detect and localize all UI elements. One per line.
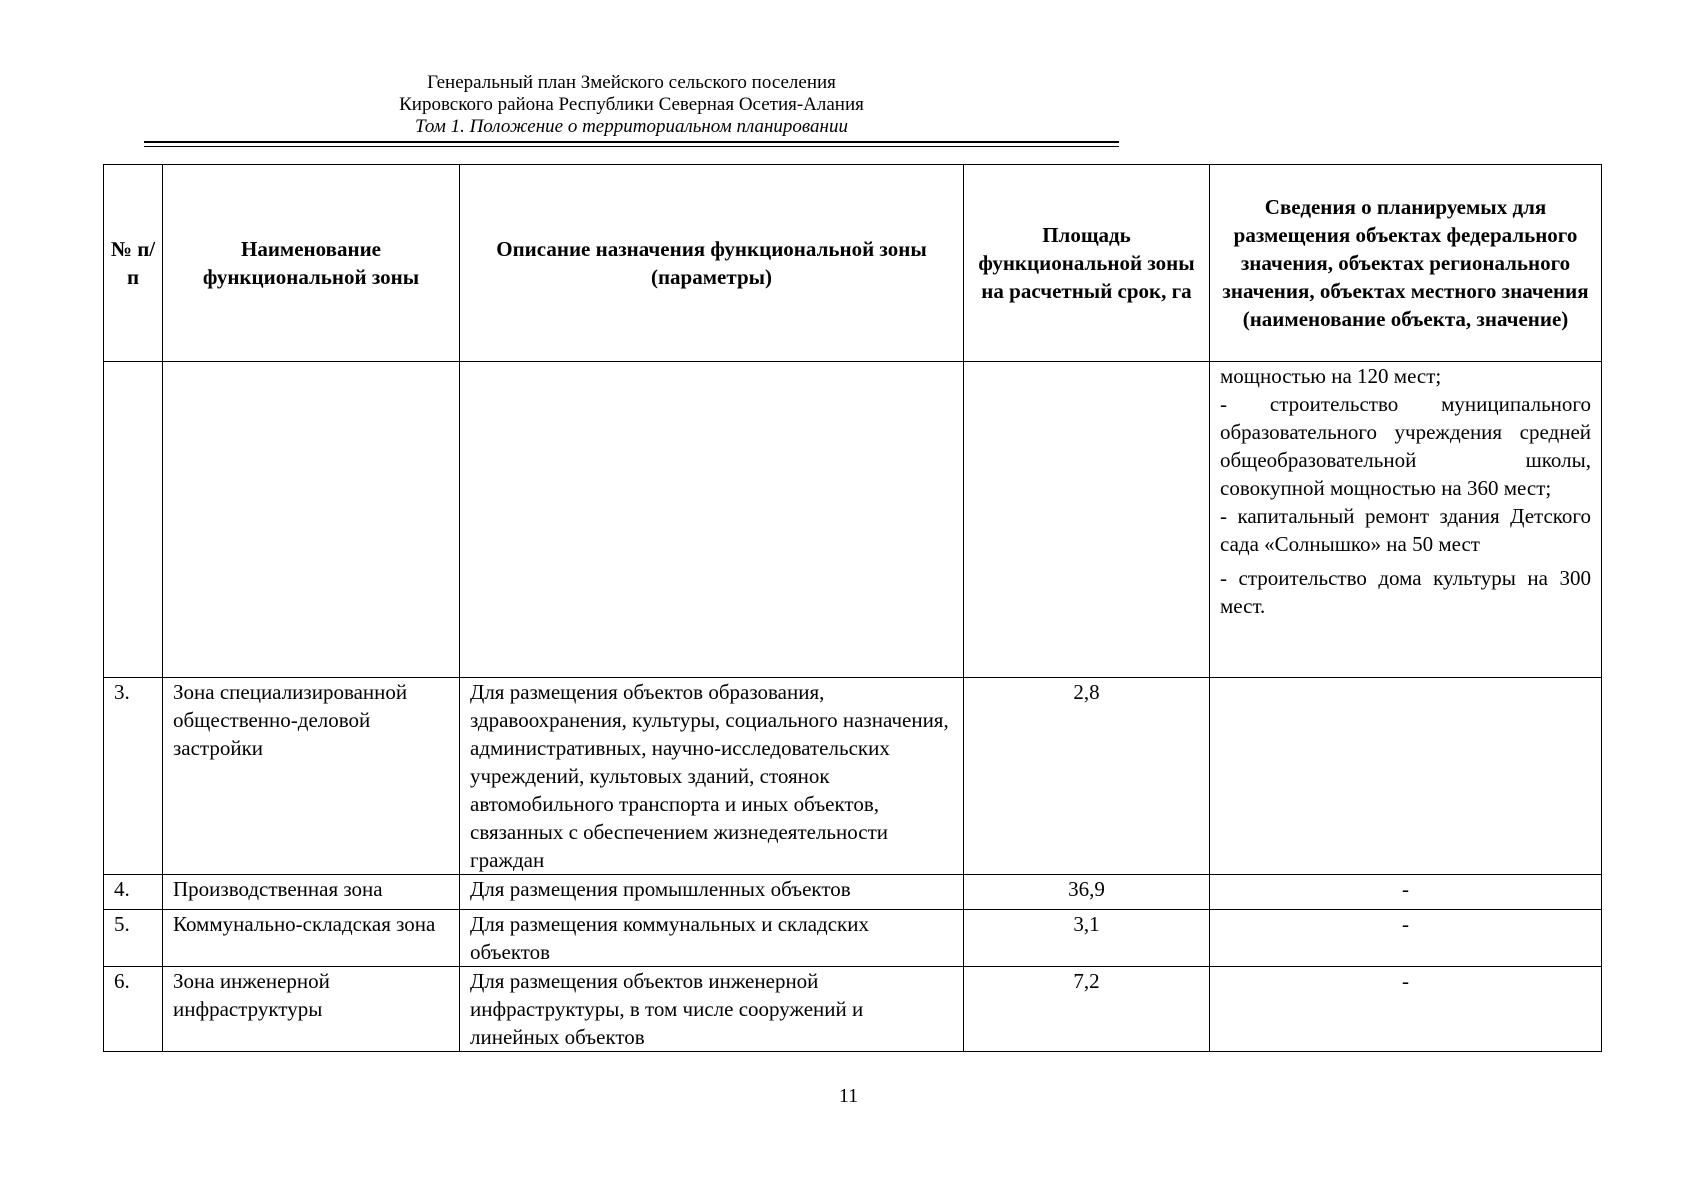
- header-rule-thick: [144, 141, 1119, 143]
- objects-line: - капитальный ремонт здания Детского сада «Солнышко» на 50 мест: [1220, 504, 1591, 556]
- document-header: [144, 72, 1119, 138]
- cell-planned-objects: -: [1210, 967, 1602, 1052]
- cell-empty: [104, 362, 163, 678]
- objects-line: - строительство дома культуры на 300 мест.: [1220, 566, 1591, 618]
- cell-zone-name: Производственная зона: [163, 875, 460, 910]
- header-zone-area: Площадь функциональной зоны на расчетный срок, га: [964, 165, 1210, 362]
- cell-zone-description: Для размещения промышленных объектов: [460, 875, 964, 910]
- header-line-2: Кировского района Республики Северная Осетия-Алания: [399, 94, 864, 115]
- table-header-row: [104, 165, 1602, 362]
- table-row: [104, 967, 1602, 1052]
- cell-zone-description: Для размещения коммунальных и складских объектов: [460, 910, 964, 967]
- cell-num: 6.: [104, 967, 163, 1052]
- cell-num: 5.: [104, 910, 163, 967]
- cell-zone-name: Зона специализированной общественно-деловой застройки: [163, 678, 460, 875]
- cell-num: 4.: [104, 875, 163, 910]
- header-zone-name: Наименование функциональной зоны: [163, 165, 460, 362]
- cell-planned-objects: [1210, 678, 1602, 875]
- header-rule-thin: [144, 146, 1119, 147]
- cell-planned-objects: -: [1210, 910, 1602, 967]
- table-row: [104, 678, 1602, 875]
- cell-empty: [460, 362, 964, 678]
- cell-num: 3.: [104, 678, 163, 875]
- cell-empty: [163, 362, 460, 678]
- cell-zone-area: 36,9: [964, 875, 1210, 910]
- cell-zone-area: 3,1: [964, 910, 1210, 967]
- cell-zone-area: 7,2: [964, 967, 1210, 1052]
- objects-line: мощностью на 120 мест;: [1220, 364, 1442, 388]
- objects-line: - строительство муниципального образовательного учреждения средней общеобразовательной школы, совокупной мощностью на 360 мест;: [1220, 392, 1591, 500]
- page-number: 11: [838, 1085, 859, 1107]
- table-row: [104, 910, 1602, 967]
- cell-objects-continuation: [1210, 362, 1602, 678]
- cell-zone-name: Зона инженерной инфраструктуры: [163, 967, 460, 1052]
- header-line-1: Генеральный план Змейского сельского поселения: [427, 72, 836, 93]
- table-row: [104, 875, 1602, 910]
- header-num: № п/п: [104, 165, 163, 362]
- header-line-3: Том 1. Положение о территориальном планировании: [415, 116, 848, 137]
- cell-zone-description: Для размещения объектов образования, здравоохранения, культуры, социального назначения, административных, научно-исследовательских учреждений, культовых зданий, стоянок автомобильного транспорта и иных объектов, связанных с обеспечением жизнедеятельности граждан: [460, 678, 964, 875]
- header-planned-objects: Сведения о планируемых для размещения объектах федерального значения, объектах регионального значения, объектах местного значения (наименование объекта, значение): [1210, 165, 1602, 362]
- cell-planned-objects: -: [1210, 875, 1602, 910]
- header-zone-description: Описание назначения функциональной зоны (параметры): [460, 165, 964, 362]
- cell-zone-description: Для размещения объектов инженерной инфраструктуры, в том числе сооружений и линейных объектов: [460, 967, 964, 1052]
- cell-empty: [964, 362, 1210, 678]
- table-row-continuation: [104, 362, 1602, 678]
- functional-zones-table: [103, 164, 1602, 1052]
- cell-zone-area: 2,8: [964, 678, 1210, 875]
- cell-zone-name: Коммунально-складская зона: [163, 910, 460, 967]
